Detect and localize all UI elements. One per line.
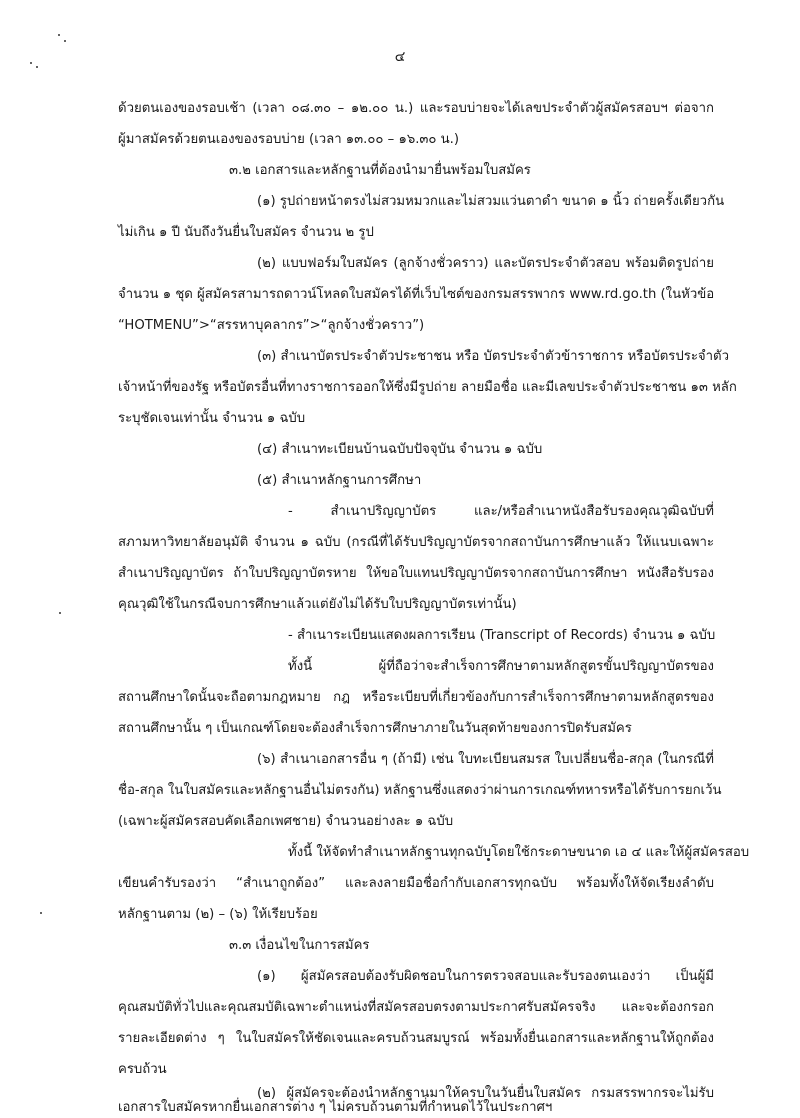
body-line: คุณวุฒิใช้ในกรณีจบการศึกษาแล้วแต่ยังไม่ได้รับใบปริญญาบัตรเท่านั้น) [118,597,517,612]
body-line: คุณสมบัติทั่วไปและคุณสมบัติเฉพาะตำแหน่งที่สมัครสอบตรงตามประกาศรับสมัครจริง และจะต้องกรอก [118,1000,714,1015]
body-line: เอกสารใบสมัครหากยื่นเอกสารต่าง ๆ ไม่ครบถ้วนตามที่กำหนดไว้ในประกาศฯ [118,1100,553,1115]
list-item: (๑) ผู้สมัครสอบต้องรับผิดชอบในการตรวจสอบและรับรองตนเองว่า เป็นผู้มี [257,969,714,984]
scan-speck [59,612,61,614]
list-item: (๔) สำเนาทะเบียนบ้านฉบับปัจจุบัน จำนวน ๑ ฉบับ [257,442,543,457]
list-item: (๕) สำเนาหลักฐานการศึกษา [257,473,422,488]
scan-speck [40,912,42,914]
body-line: ไม่เกิน ๑ ปี นับถึงวันยื่นใบสมัคร จำนวน ๒ รูป [118,225,374,240]
scan-speck [64,40,66,42]
body-line: สถานศึกษาใดนั้นจะถือตามกฎหมาย กฎ หรือระเบียบที่เกี่ยวข้องกับการสำเร็จการศึกษาตามหลักสูตรของ [118,690,714,705]
body-line: ด้วยตนเองของรอบเช้า (เวลา ๐๘.๓๐ – ๑๒.๐๐ น.) และรอบบ่ายจะได้เลขประจำตัวผู้สมัครสอบฯ ต่อจาก [118,101,714,116]
section-heading: ๓.๒ เอกสารและหลักฐานที่ต้องนำมายื่นพร้อมใบสมัคร [229,163,531,178]
body-line: ทั้งนี้ ให้จัดทำสำเนาหลักฐานทุกฉบับโดยใช้กระดาษขนาด เอ ๔ และให้ผู้สมัครสอบ [288,845,750,860]
bullet-item: - สำเนาระเบียนแสดงผลการเรียน (Transcript of Records) จำนวน ๑ ฉบับ [288,628,716,643]
body-line: จำนวน ๑ ชุด ผู้สมัครสามารถดาวน์โหลดใบสมัครได้ที่เว็บไซต์ของกรมสรรพากร www.rd.go.th (ในหัวข้อ [118,287,715,302]
list-item: (๓) สำเนาบัตรประจำตัวประชาชน หรือ บัตรประจำตัวข้าราชการ หรือบัตรประจำตัว [257,349,730,364]
list-item: (๒) แบบฟอร์มใบสมัคร (ลูกจ้างชั่วคราว) และบัตรประจำตัวสอบ พร้อมติดรูปถ่าย [257,256,714,271]
body-line: ผู้มาสมัครด้วยตนเองของรอบบ่าย (เวลา ๑๓.๐๐ – ๑๖.๓๐ น.) [118,132,459,147]
body-line: สถานศึกษานั้น ๆ เป็นเกณฑ์โดยจะต้องสำเร็จการศึกษาภายในวันสุดท้ายของการปิดรับสมัคร [118,721,632,736]
list-item: (๒) ผู้สมัครจะต้องนำหลักฐานมาให้ครบในวันยื่นใบสมัคร กรมสรรพากรจะไม่รับ [257,1086,714,1101]
body-line: “HOTMENU”>“สรรหาบุคลากร”>“ลูกจ้างชั่วคราว”) [118,318,425,333]
body-line: รายละเอียดต่าง ๆ ในใบสมัครให้ชัดเจนและครบถ้วนสมบูรณ์ พร้อมทั้งยื่นเอกสารและหลักฐานให้ถูกต้อง [118,1031,714,1046]
section-heading: ๓.๓ เงื่อนไขในการสมัคร [229,938,370,953]
body-line: สภามหาวิทยาลัยอนุมัติ จำนวน ๑ ฉบับ (กรณีที่ได้รับปริญญาบัตรจากสถาบันการศึกษาแล้ว ให้แนบเฉพาะ [118,535,714,550]
body-line: ระบุชัดเจนเท่านั้น จำนวน ๑ ฉบับ [118,411,306,426]
page-number: ๔ [394,49,406,65]
body-line: ชื่อ-สกุล ในใบสมัครและหลักฐานอื่นไม่ตรงกัน) หลักฐานซึ่งแสดงว่าผ่านการเกณฑ์ทหารหรือได้รับการยกเว้น [118,783,722,798]
body-line: หลักฐานตาม (๒) – (๖) ให้เรียบร้อย [118,907,318,922]
body-line: ทั้งนี้ ผู้ที่ถือว่าจะสำเร็จการศึกษาตามหลักสูตรขั้นปริญญาบัตรของ [288,659,714,674]
body-line: เจ้าหน้าที่ของรัฐ หรือบัตรอื่นที่ทางราชการออกให้ซึ่งมีรูปถ่าย ลายมือชื่อ และมีเลขประจำตัวประชาชน ๑๓ หลัก [118,380,737,395]
list-item: (๖) สำเนาเอกสารอื่น ๆ (ถ้ามี) เช่น ใบทะเบียนสมรส ใบเปลี่ยนชื่อ-สกุล (ในกรณีที่ [257,752,714,767]
body-line: สำเนาปริญญาบัตร ถ้าใบปริญญาบัตรหาย ให้ขอใบแทนปริญญาบัตรจากสถาบันการศึกษา หนังสือรับรอง [118,566,714,581]
body-line: (เฉพาะผู้สมัครสอบคัดเลือกเพศชาย) จำนวนอย่างละ ๑ ฉบับ [118,814,454,829]
body-line: ครบถ้วน [118,1062,167,1077]
bullet-item: - สำเนาปริญญาบัตร และ/หรือสำเนาหนังสือรับรองคุณวุฒิฉบับที่ [288,504,714,519]
list-item: (๑) รูปถ่ายหน้าตรงไม่สวมหมวกและไม่สวมแว่นตาดำ ขนาด ๑ นิ้ว ถ่ายครั้งเดียวกัน [257,194,725,209]
body-line: เขียนคำรับรองว่า “สำเนาถูกต้อง” และลงลายมือชื่อกำกับเอกสารทุกฉบับ พร้อมทั้งให้จัดเรียงลำดับ [118,876,714,891]
scan-speck [58,34,60,36]
